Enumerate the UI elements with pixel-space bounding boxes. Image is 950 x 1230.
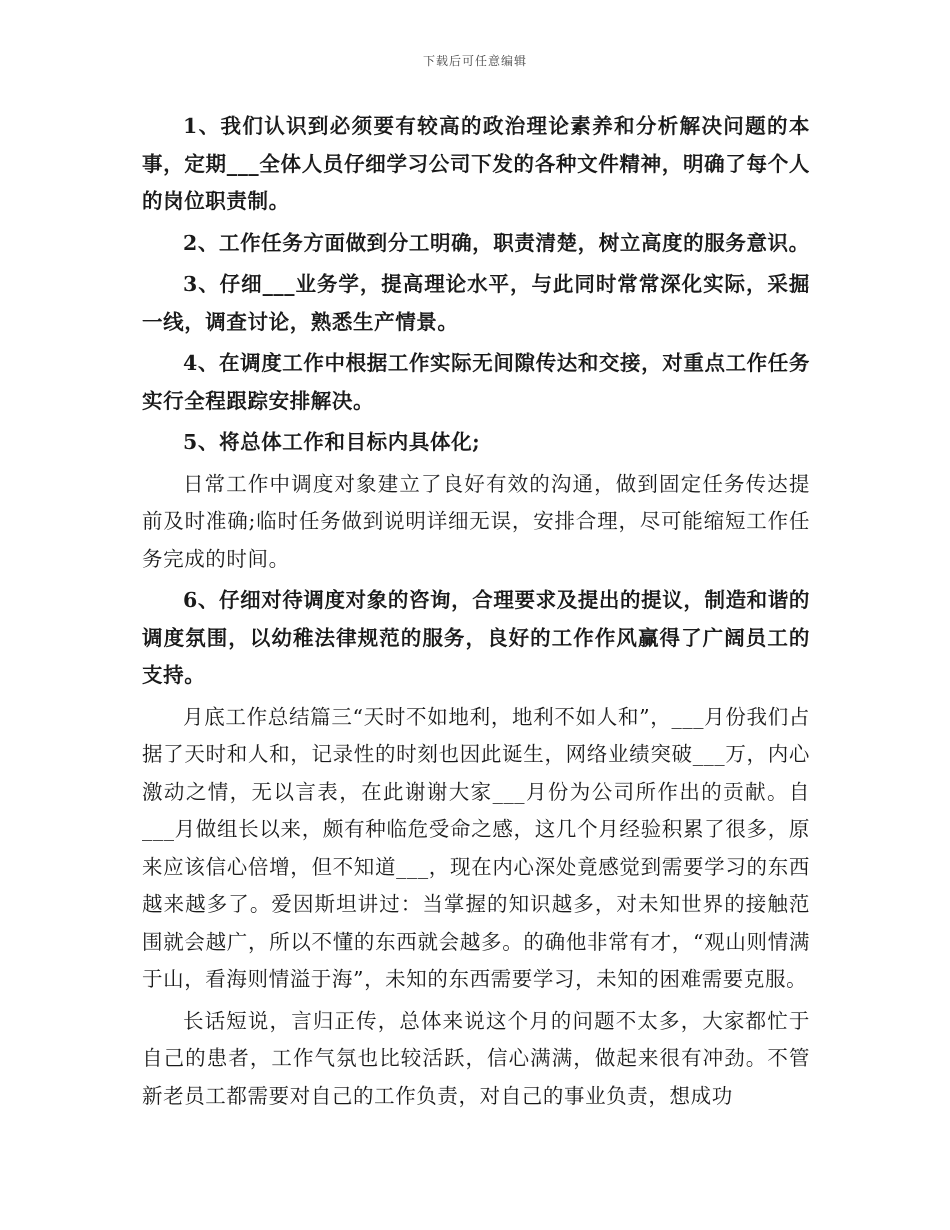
page-header-note: 下载后可任意编辑 (422, 54, 527, 68)
paragraph-2: 2、工作任务方面做到分工明确，职责清楚，树立高度的服务意识。 (183, 230, 810, 255)
paragraph-4: 4、在调度工作中根据工作实际无间隙传达和交接，对重点工作任务实行全程跟踪安排解决。 (142, 351, 810, 413)
paragraph-8: 月底工作总结篇三“天时不如地利，地利不如人和”，___月份我们占据了天时和人和，记录性的时刻也因此诞生，网络业绩突破___万，内心激动之情，无以言表，在此谢谢大家___月份为公司所作出的贡献。自___月做组长以来，颇有种临危受命之感，这几个月经验积累了很多，原来应该信心倍增，但不知道___，现在内心深处竟感觉到需要学习的东西越来越多了。爱因斯坦讲过：当掌握的知识越多，对未知世界的接触范围就会越广，所以不懂的东西就会越多。的确他非常有才，“观山则情满于山，看海则情溢于海”，未知的东西需要学习，未知的困难需要克服。 (142, 704, 810, 991)
paragraph-9: 长话短说，言归正传，总体来说这个月的问题不太多，大家都忙于自己的患者，工作气氛也比较活跃，信心满满，做起来很有冲劲。不管新老员工都需要对自己的工作负责，对自己的事业负责，想成功 (142, 1008, 810, 1108)
paragraph-7: 6、仔细对待调度对象的咨询，合理要求及提出的提议，制造和谐的调度氛围，以幼稚法律规范的服务，良好的工作作风赢得了广阔员工的支持。 (142, 588, 810, 687)
paragraph-5: 5、将总体工作和目标内具体化; (183, 430, 481, 454)
paragraph-3: 3、仔细___业务学，提高理论水平，与此同时常常深化实际，采掘一线，调查讨论，熟悉生产情景。 (142, 272, 810, 334)
document-body (142, 108, 810, 1119)
paragraph-6: 日常工作中调度对象建立了良好有效的沟通，做到固定任务传达提前及时准确;临时任务做到说明详细无误，安排合理，尽可能缩短工作任务完成的时间。 (142, 471, 810, 571)
paragraph-1: 1、我们认识到必须要有较高的政治理论素养和分析解决问题的本事，定期___全体人员仔细学习公司下发的各种文件精神，明确了每个人的岗位职责制。 (142, 114, 810, 213)
